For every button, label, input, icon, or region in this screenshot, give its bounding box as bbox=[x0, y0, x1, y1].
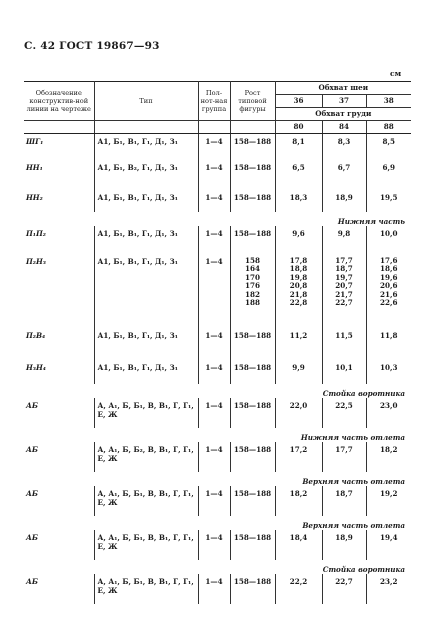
section-label: Верхняя часть отлета bbox=[302, 520, 406, 530]
row-height: 158—188 bbox=[230, 360, 275, 384]
section-label: Верхняя часть отлета bbox=[302, 476, 406, 486]
row-type: А, А₁, Б, Б₁, В, В₁, Г, Г₁, Е, Ж bbox=[94, 530, 198, 560]
row-value-38-value: 18,6 bbox=[380, 264, 398, 274]
row-type: А1, Б₁, В₁, Г₁, Д₁, З₁ bbox=[94, 254, 198, 328]
row-designation: АБ bbox=[26, 444, 38, 454]
row-designation: Н₃Н₄ bbox=[26, 362, 46, 372]
row-value-36: 11,2 bbox=[275, 328, 322, 360]
row-value-36-value: 19,8 bbox=[289, 272, 308, 282]
row-height-value: 158 bbox=[244, 255, 260, 265]
row-designation: АБ bbox=[26, 532, 38, 542]
row-value-38: 19,5 bbox=[366, 190, 411, 212]
row-designation: ШГ₁ bbox=[26, 137, 44, 146]
row-value-37-value: 18,7 bbox=[335, 264, 353, 274]
row-value-37-value: 22,7 bbox=[335, 298, 353, 308]
row-value-36: 9,6 bbox=[275, 226, 322, 254]
row-type: А1, Б₁, В₁, Г₁, Д₁, З₁ bbox=[94, 190, 198, 212]
table-row bbox=[24, 190, 411, 212]
row-type: А, А₁, Б, Б₁, В, В₁, Г, Г₁, Е, Ж bbox=[94, 574, 198, 604]
row-full-group: 1—4 bbox=[198, 160, 230, 190]
row-height: 158—188 bbox=[230, 160, 275, 190]
row-height-value: 182 bbox=[244, 289, 260, 299]
table-row bbox=[24, 360, 411, 384]
row-designation: П₂В₄ bbox=[26, 330, 46, 340]
row-value-37: 18,9 bbox=[322, 190, 366, 212]
row-value-38: 18,2 bbox=[366, 442, 411, 472]
row-value-38: 19,2 bbox=[366, 486, 411, 516]
row-full-group: 1—4 bbox=[198, 360, 230, 384]
row-value-37: 22,5 bbox=[322, 398, 366, 428]
unit-label: см bbox=[390, 69, 402, 78]
row-value-36 bbox=[275, 254, 322, 328]
row-full-group: 1—4 bbox=[198, 530, 230, 560]
row-value-37-value: 17,7 bbox=[335, 255, 353, 265]
row-height-value: 164 bbox=[244, 264, 260, 274]
row-value-36-value: 18,8 bbox=[289, 264, 308, 274]
row-type: А1, Б₁, В₁, Г₁, Д₁, З₁ bbox=[94, 328, 198, 360]
row-type: А, А₁, Б, Б₂, В, В₁, Г, Г₁, Е, Ж bbox=[94, 442, 198, 472]
table-row bbox=[24, 226, 411, 254]
row-height: 158—188 bbox=[230, 442, 275, 472]
table-row bbox=[24, 160, 411, 190]
row-value-36: 8,1 bbox=[275, 134, 322, 160]
header-neck-girth: Обхват шеи bbox=[275, 82, 411, 95]
header-chest-size: 80 bbox=[275, 121, 322, 134]
row-value-38: 10,3 bbox=[366, 360, 411, 384]
row-height: 158—188 bbox=[230, 574, 275, 604]
row-value-38-value: 22,6 bbox=[380, 298, 398, 308]
header-height: Рост типовой фигуры bbox=[230, 82, 275, 121]
section-row bbox=[24, 428, 411, 442]
row-height-value: 170 bbox=[244, 272, 260, 282]
section-row bbox=[24, 516, 411, 530]
row-type: А1, Б₁, В₁, Г₁, Д₁, З₁ bbox=[94, 226, 198, 254]
row-height: 158—188 bbox=[230, 134, 275, 160]
header-type: Тип bbox=[94, 82, 198, 121]
header-full-group: Пол-нот-ная группа bbox=[198, 82, 230, 121]
table-body bbox=[24, 134, 411, 604]
row-value-36-value: 20,8 bbox=[289, 281, 308, 291]
row-designation: НН₂ bbox=[26, 192, 43, 202]
row-height: 158—188 bbox=[230, 226, 275, 254]
row-value-37: 6,7 bbox=[322, 160, 366, 190]
row-value-36: 18,4 bbox=[275, 530, 322, 560]
header-chest-size: 84 bbox=[322, 121, 366, 134]
row-value-38-value: 21,6 bbox=[380, 289, 398, 299]
row-value-36-value: 22,8 bbox=[289, 298, 308, 308]
header-chest-size: 88 bbox=[366, 121, 411, 134]
row-value-36: 9,9 bbox=[275, 360, 322, 384]
row-type: А1, Б₁, В₁, Г₁, Д₁, З₁ bbox=[94, 134, 198, 160]
section-row bbox=[24, 384, 411, 398]
section-row bbox=[24, 560, 411, 574]
row-value-37: 9,8 bbox=[322, 226, 366, 254]
table-row bbox=[24, 530, 411, 560]
section-label: Нижняя часть bbox=[337, 216, 406, 226]
row-value-38: 8,5 bbox=[366, 134, 411, 160]
row-value-37: 22,7 bbox=[322, 574, 366, 604]
row-value-38: 10,0 bbox=[366, 226, 411, 254]
row-value-37: 17,7 bbox=[322, 442, 366, 472]
row-value-36-value: 21,8 bbox=[289, 289, 308, 299]
row-full-group: 1—4 bbox=[198, 254, 230, 328]
row-value-38: 23,0 bbox=[366, 398, 411, 428]
row-value-38-value: 20,6 bbox=[380, 281, 398, 291]
header-neck-size: 37 bbox=[322, 95, 366, 108]
row-designation: НН₁ bbox=[26, 162, 43, 172]
row-height: 158—188 bbox=[230, 486, 275, 516]
row-value-36: 6,5 bbox=[275, 160, 322, 190]
measurements-table bbox=[24, 81, 411, 604]
row-height: 158—188 bbox=[230, 398, 275, 428]
row-value-36-value: 17,8 bbox=[289, 255, 308, 265]
row-type: А1, Б₁, В₂, Г₁, Д₁, З₁ bbox=[94, 160, 198, 190]
table-row bbox=[24, 328, 411, 360]
page-header: С. 42 ГОСТ 19867—93 bbox=[24, 40, 160, 52]
header-neck-size: 38 bbox=[366, 95, 411, 108]
row-height: 158—188 bbox=[230, 328, 275, 360]
row-value-38: 23,2 bbox=[366, 574, 411, 604]
section-label: Стойка воротника bbox=[322, 388, 406, 398]
row-value-37: 8,3 bbox=[322, 134, 366, 160]
row-value-37: 18,9 bbox=[322, 530, 366, 560]
row-height-value: 176 bbox=[244, 281, 260, 291]
table-row bbox=[24, 398, 411, 428]
row-value-36: 18,2 bbox=[275, 486, 322, 516]
row-full-group: 1—4 bbox=[198, 398, 230, 428]
row-type: А1, Б₁, В₁, Г₁, Д₁, З₁ bbox=[94, 360, 198, 384]
row-value-37 bbox=[322, 254, 366, 328]
row-designation: П₁П₂ bbox=[26, 228, 46, 238]
section-label: Нижняя часть отлета bbox=[300, 432, 406, 442]
header-neck-size: 36 bbox=[275, 95, 322, 108]
row-full-group: 1—4 bbox=[198, 328, 230, 360]
row-full-group: 1—4 bbox=[198, 574, 230, 604]
row-designation: П₂Н₃ bbox=[26, 256, 46, 266]
table-row bbox=[24, 486, 411, 516]
table-row bbox=[24, 574, 411, 604]
row-height: 158—188 bbox=[230, 530, 275, 560]
row-value-37-value: 21,7 bbox=[335, 289, 353, 299]
row-value-37-value: 19,7 bbox=[335, 272, 353, 282]
section-label: Стойка воротника bbox=[322, 564, 406, 574]
section-row bbox=[24, 472, 411, 486]
table-row bbox=[24, 134, 411, 160]
row-value-38-value: 17,6 bbox=[380, 255, 398, 265]
row-value-37: 11,5 bbox=[322, 328, 366, 360]
row-value-36: 17,2 bbox=[275, 442, 322, 472]
section-row bbox=[24, 212, 411, 226]
row-full-group: 1—4 bbox=[198, 486, 230, 516]
row-value-37: 10,1 bbox=[322, 360, 366, 384]
row-designation: АБ bbox=[26, 400, 38, 410]
row-value-38-value: 19,6 bbox=[380, 272, 398, 282]
row-type: А, А₁, Б, Б₁, В, В₁, Г, Г₁, Е, Ж bbox=[94, 486, 198, 516]
table-header bbox=[24, 82, 411, 134]
row-full-group: 1—4 bbox=[198, 226, 230, 254]
row-value-36: 18,3 bbox=[275, 190, 322, 212]
header-designation: Обозначение конструктив-ной линии на чертеже bbox=[24, 82, 94, 121]
table-row bbox=[24, 254, 411, 328]
row-designation: АБ bbox=[26, 488, 38, 498]
row-value-38 bbox=[366, 254, 411, 328]
row-value-37-value: 20,7 bbox=[335, 281, 353, 291]
header-chest-girth: Обхват груди bbox=[275, 108, 411, 121]
row-height: 158—188 bbox=[230, 190, 275, 212]
row-value-38: 6,9 bbox=[366, 160, 411, 190]
row-full-group: 1—4 bbox=[198, 190, 230, 212]
row-type: А, А₁, Б, Б₁, В, В₁, Г, Г₁, Е, Ж bbox=[94, 398, 198, 428]
row-value-36: 22,2 bbox=[275, 574, 322, 604]
row-full-group: 1—4 bbox=[198, 442, 230, 472]
row-value-36: 22,0 bbox=[275, 398, 322, 428]
row-designation: АБ bbox=[26, 576, 38, 586]
table-row bbox=[24, 442, 411, 472]
row-full-group: 1—4 bbox=[198, 134, 230, 160]
row-height-value: 188 bbox=[244, 298, 260, 308]
row-height bbox=[230, 254, 275, 328]
row-value-37: 18,7 bbox=[322, 486, 366, 516]
row-value-38: 19,4 bbox=[366, 530, 411, 560]
row-value-38: 11,8 bbox=[366, 328, 411, 360]
